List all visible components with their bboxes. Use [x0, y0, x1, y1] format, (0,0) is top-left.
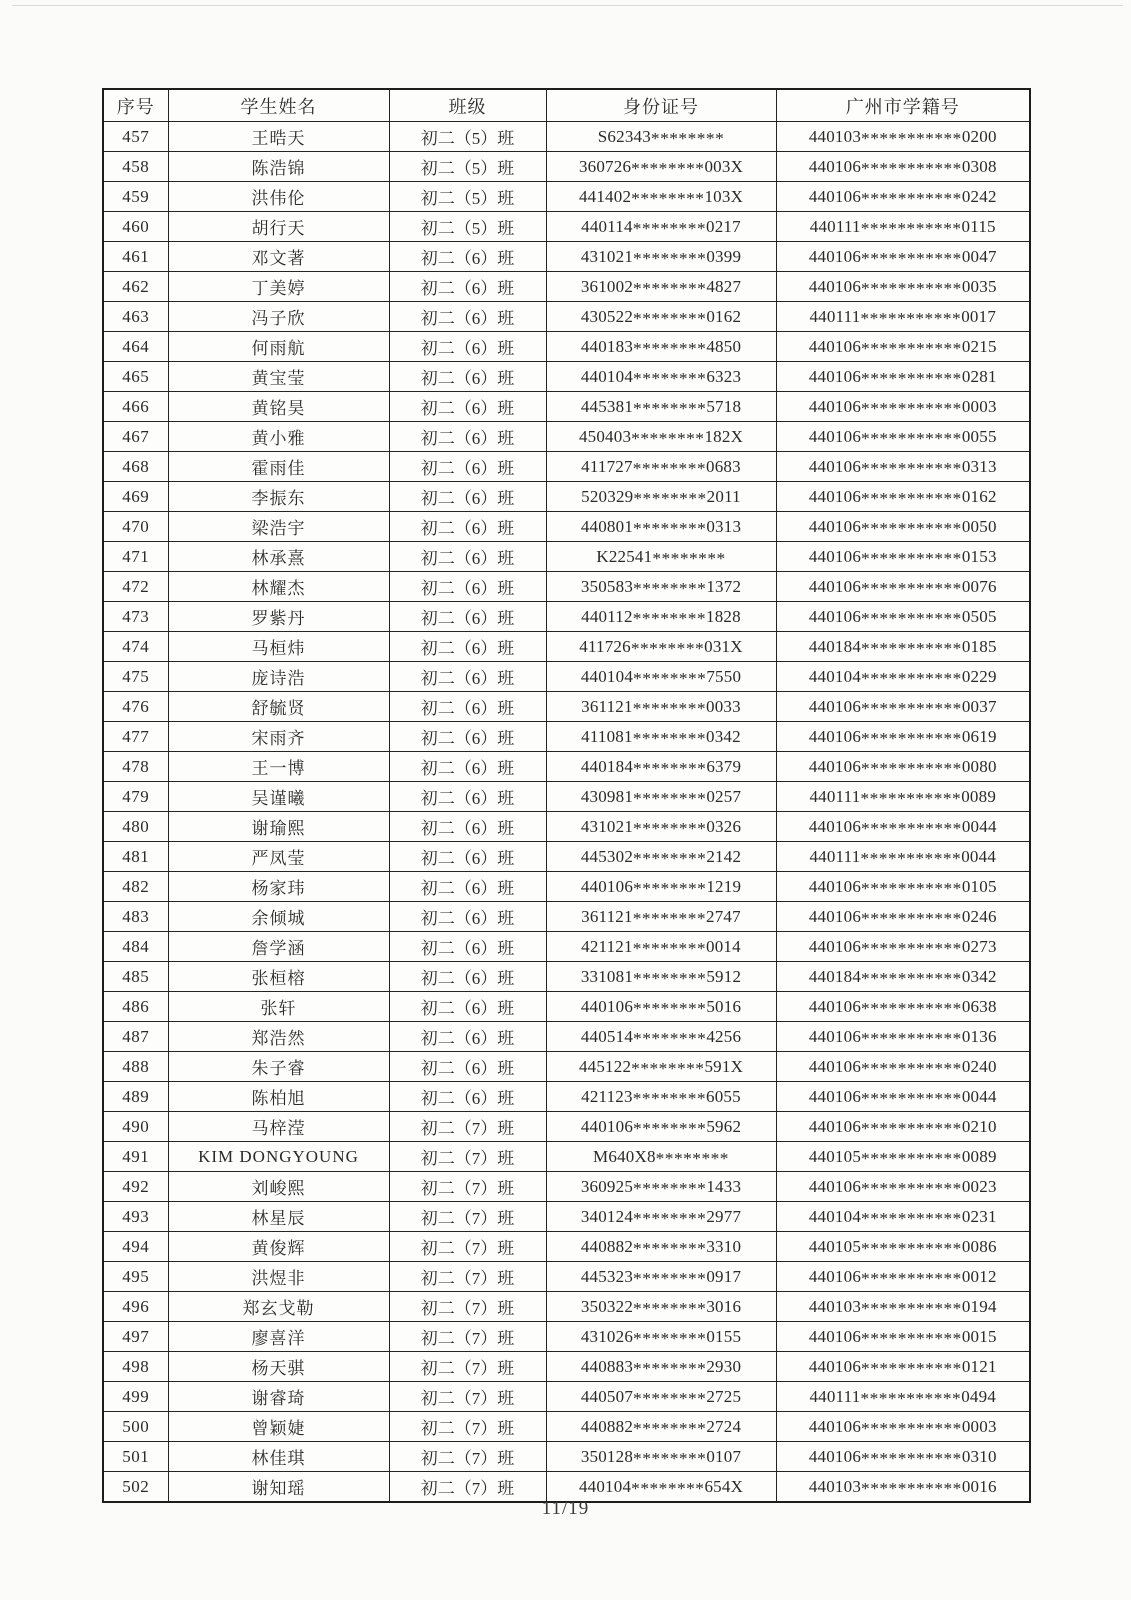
- table-row: [103, 962, 1030, 992]
- cell-student-name: 严凤莹: [168, 842, 389, 872]
- cell-student-number: 440106***********0240: [776, 1052, 1030, 1082]
- cell-student-name: 朱子睿: [168, 1052, 389, 1082]
- table-row: [103, 392, 1030, 422]
- cell-student-name: 林承熹: [168, 542, 389, 572]
- cell-student-number: 440106***********0023: [776, 1172, 1030, 1202]
- table-row: [103, 842, 1030, 872]
- cell-id-number: 350128********0107: [546, 1442, 776, 1472]
- cell-student-name: 胡行天: [168, 212, 389, 242]
- cell-student-number: 440184***********0185: [776, 632, 1030, 662]
- cell-id-number: 361121********0033: [546, 692, 776, 722]
- cell-student-name: 马梓滢: [168, 1112, 389, 1142]
- cell-id-number: 421121********0014: [546, 932, 776, 962]
- cell-class: 初二（5）班: [389, 182, 546, 212]
- cell-student-number: 440106***********0003: [776, 1412, 1030, 1442]
- cell-id-number: 431021********0399: [546, 242, 776, 272]
- student-roster-table: [102, 88, 1031, 1503]
- cell-class: 初二（6）班: [389, 242, 546, 272]
- cell-student-number: 440106***********0242: [776, 182, 1030, 212]
- cell-id-number: 520329********2011: [546, 482, 776, 512]
- table-row: [103, 482, 1030, 512]
- cell-class: 初二（6）班: [389, 902, 546, 932]
- cell-serial: 494: [103, 1232, 168, 1262]
- cell-id-number: 411081********0342: [546, 722, 776, 752]
- cell-id-number: 440112********1828: [546, 602, 776, 632]
- cell-class: 初二（7）班: [389, 1412, 546, 1442]
- cell-student-number: 440104***********0231: [776, 1202, 1030, 1232]
- cell-id-number: 430981********0257: [546, 782, 776, 812]
- cell-id-number: S62343********: [546, 122, 776, 152]
- header-row: [103, 89, 1030, 122]
- cell-student-number: 440106***********0273: [776, 932, 1030, 962]
- cell-serial: 492: [103, 1172, 168, 1202]
- cell-id-number: 350583********1372: [546, 572, 776, 602]
- cell-serial: 488: [103, 1052, 168, 1082]
- cell-serial: 478: [103, 752, 168, 782]
- cell-serial: 501: [103, 1442, 168, 1472]
- cell-student-name: 洪煜非: [168, 1262, 389, 1292]
- table-row: [103, 1352, 1030, 1382]
- cell-class: 初二（6）班: [389, 302, 546, 332]
- cell-class: 初二（6）班: [389, 932, 546, 962]
- table-row: [103, 1172, 1030, 1202]
- cell-id-number: 431021********0326: [546, 812, 776, 842]
- cell-serial: 466: [103, 392, 168, 422]
- cell-student-number: 440104***********0229: [776, 662, 1030, 692]
- cell-serial: 479: [103, 782, 168, 812]
- cell-id-number: 440106********5962: [546, 1112, 776, 1142]
- cell-class: 初二（5）班: [389, 122, 546, 152]
- table-row: [103, 872, 1030, 902]
- cell-class: 初二（6）班: [389, 632, 546, 662]
- table-row: [103, 812, 1030, 842]
- cell-serial: 487: [103, 1022, 168, 1052]
- cell-student-name: 王一博: [168, 752, 389, 782]
- cell-student-name: 刘峻熙: [168, 1172, 389, 1202]
- table-row: [103, 1232, 1030, 1262]
- table-row: [103, 932, 1030, 962]
- cell-student-name: 杨家玮: [168, 872, 389, 902]
- table-row: [103, 332, 1030, 362]
- cell-class: 初二（6）班: [389, 992, 546, 1022]
- cell-class: 初二（6）班: [389, 422, 546, 452]
- column-header-serial: 序号: [103, 89, 168, 122]
- cell-class: 初二（5）班: [389, 212, 546, 242]
- cell-student-name: 郑玄戈勒: [168, 1292, 389, 1322]
- cell-student-number: 440106***********0105: [776, 872, 1030, 902]
- cell-student-number: 440106***********0035: [776, 272, 1030, 302]
- cell-student-number: 440111***********0115: [776, 212, 1030, 242]
- cell-student-number: 440106***********0012: [776, 1262, 1030, 1292]
- cell-student-number: 440106***********0619: [776, 722, 1030, 752]
- cell-serial: 471: [103, 542, 168, 572]
- table-row: [103, 782, 1030, 812]
- cell-student-number: 440111***********0494: [776, 1382, 1030, 1412]
- table-row: [103, 542, 1030, 572]
- cell-student-name: 陈柏旭: [168, 1082, 389, 1112]
- cell-id-number: 445302********2142: [546, 842, 776, 872]
- table-row: [103, 572, 1030, 602]
- cell-id-number: 360726********003X: [546, 152, 776, 182]
- cell-class: 初二（6）班: [389, 662, 546, 692]
- cell-id-number: 350322********3016: [546, 1292, 776, 1322]
- table-row: [103, 632, 1030, 662]
- cell-id-number: 440801********0313: [546, 512, 776, 542]
- table-row: [103, 1052, 1030, 1082]
- cell-student-name: KIM DONGYOUNG: [168, 1142, 389, 1172]
- table-row: [103, 452, 1030, 482]
- cell-class: 初二（6）班: [389, 452, 546, 482]
- cell-serial: 457: [103, 122, 168, 152]
- cell-student-number: 440106***********0162: [776, 482, 1030, 512]
- cell-student-name: 郑浩然: [168, 1022, 389, 1052]
- cell-class: 初二（6）班: [389, 482, 546, 512]
- cell-id-number: M640X8********: [546, 1142, 776, 1172]
- cell-class: 初二（6）班: [389, 752, 546, 782]
- cell-id-number: 445323********0917: [546, 1262, 776, 1292]
- cell-id-number: 431026********0155: [546, 1322, 776, 1352]
- cell-student-number: 440106***********0246: [776, 902, 1030, 932]
- table-row: [103, 422, 1030, 452]
- cell-id-number: 440882********3310: [546, 1232, 776, 1262]
- cell-student-name: 黄铭昊: [168, 392, 389, 422]
- cell-student-number: 440105***********0086: [776, 1232, 1030, 1262]
- cell-serial: 459: [103, 182, 168, 212]
- cell-id-number: 440114********0217: [546, 212, 776, 242]
- cell-class: 初二（6）班: [389, 782, 546, 812]
- cell-class: 初二（6）班: [389, 722, 546, 752]
- cell-class: 初二（6）班: [389, 1022, 546, 1052]
- cell-student-name: 谢瑜熙: [168, 812, 389, 842]
- cell-student-name: 洪伟伦: [168, 182, 389, 212]
- cell-serial: 473: [103, 602, 168, 632]
- cell-serial: 461: [103, 242, 168, 272]
- cell-class: 初二（6）班: [389, 512, 546, 542]
- table-row: [103, 1412, 1030, 1442]
- cell-class: 初二（7）班: [389, 1442, 546, 1472]
- cell-id-number: 450403********182X: [546, 422, 776, 452]
- cell-id-number: 440104********654X: [546, 1472, 776, 1503]
- scan-edge-line: [12, 5, 1123, 6]
- cell-student-name: 谢睿琦: [168, 1382, 389, 1412]
- column-header-student-number: 广州市学籍号: [776, 89, 1030, 122]
- cell-student-number: 440106***********0076: [776, 572, 1030, 602]
- cell-student-number: 440106***********0215: [776, 332, 1030, 362]
- cell-serial: 468: [103, 452, 168, 482]
- column-header-class: 班级: [389, 89, 546, 122]
- cell-serial: 485: [103, 962, 168, 992]
- cell-class: 初二（6）班: [389, 542, 546, 572]
- cell-serial: 469: [103, 482, 168, 512]
- cell-serial: 484: [103, 932, 168, 962]
- cell-id-number: 421123********6055: [546, 1082, 776, 1112]
- cell-id-number: 440106********5016: [546, 992, 776, 1022]
- cell-student-name: 张桓榕: [168, 962, 389, 992]
- cell-student-number: 440106***********0047: [776, 242, 1030, 272]
- cell-id-number: 440514********4256: [546, 1022, 776, 1052]
- cell-student-name: 廖喜洋: [168, 1322, 389, 1352]
- cell-student-number: 440106***********0121: [776, 1352, 1030, 1382]
- cell-serial: 500: [103, 1412, 168, 1442]
- cell-id-number: 340124********2977: [546, 1202, 776, 1232]
- cell-student-name: 张轩: [168, 992, 389, 1022]
- cell-student-name: 马桓炜: [168, 632, 389, 662]
- cell-student-number: 440106***********0281: [776, 362, 1030, 392]
- cell-student-name: 李振东: [168, 482, 389, 512]
- cell-class: 初二（7）班: [389, 1262, 546, 1292]
- cell-serial: 464: [103, 332, 168, 362]
- cell-student-name: 宋雨齐: [168, 722, 389, 752]
- table-row: [103, 1082, 1030, 1112]
- table-row: [103, 902, 1030, 932]
- cell-serial: 491: [103, 1142, 168, 1172]
- table-row: [103, 992, 1030, 1022]
- cell-student-number: 440106***********0210: [776, 1112, 1030, 1142]
- cell-id-number: 445381********5718: [546, 392, 776, 422]
- cell-serial: 502: [103, 1472, 168, 1503]
- cell-id-number: 440883********2930: [546, 1352, 776, 1382]
- cell-class: 初二（6）班: [389, 1082, 546, 1112]
- cell-class: 初二（6）班: [389, 842, 546, 872]
- cell-class: 初二（6）班: [389, 812, 546, 842]
- cell-serial: 460: [103, 212, 168, 242]
- cell-serial: 481: [103, 842, 168, 872]
- cell-id-number: 411727********0683: [546, 452, 776, 482]
- cell-serial: 489: [103, 1082, 168, 1112]
- cell-class: 初二（6）班: [389, 392, 546, 422]
- table-row: [103, 752, 1030, 782]
- cell-id-number: 445122********591X: [546, 1052, 776, 1082]
- cell-serial: 472: [103, 572, 168, 602]
- cell-student-name: 何雨航: [168, 332, 389, 362]
- cell-student-number: 440106***********0037: [776, 692, 1030, 722]
- cell-student-number: 440106***********0003: [776, 392, 1030, 422]
- table-row: [103, 1142, 1030, 1172]
- cell-serial: 475: [103, 662, 168, 692]
- cell-serial: 463: [103, 302, 168, 332]
- table-row: [103, 1022, 1030, 1052]
- cell-student-name: 林耀杰: [168, 572, 389, 602]
- cell-class: 初二（7）班: [389, 1232, 546, 1262]
- cell-student-name: 梁浩宇: [168, 512, 389, 542]
- cell-student-name: 詹学涵: [168, 932, 389, 962]
- table-header: [103, 89, 1030, 122]
- cell-serial: 486: [103, 992, 168, 1022]
- cell-student-number: 440106***********0308: [776, 152, 1030, 182]
- cell-class: 初二（6）班: [389, 1052, 546, 1082]
- cell-serial: 477: [103, 722, 168, 752]
- cell-class: 初二（7）班: [389, 1292, 546, 1322]
- cell-id-number: 441402********103X: [546, 182, 776, 212]
- table-row: [103, 512, 1030, 542]
- cell-student-name: 庞诗浩: [168, 662, 389, 692]
- cell-student-number: 440106***********0310: [776, 1442, 1030, 1472]
- table-row: [103, 212, 1030, 242]
- cell-student-number: 440106***********0080: [776, 752, 1030, 782]
- cell-class: 初二（6）班: [389, 572, 546, 602]
- cell-id-number: 440882********2724: [546, 1412, 776, 1442]
- table-row: [103, 1112, 1030, 1142]
- cell-id-number: 360925********1433: [546, 1172, 776, 1202]
- cell-student-name: 杨天骐: [168, 1352, 389, 1382]
- cell-id-number: 361002********4827: [546, 272, 776, 302]
- cell-student-name: 谢知瑶: [168, 1472, 389, 1503]
- page-number: 11/19: [541, 1498, 590, 1519]
- cell-student-name: 霍雨佳: [168, 452, 389, 482]
- table-row: [103, 1202, 1030, 1232]
- cell-student-number: 440106***********0505: [776, 602, 1030, 632]
- cell-id-number: 440507********2725: [546, 1382, 776, 1412]
- cell-class: 初二（5）班: [389, 152, 546, 182]
- cell-class: 初二（6）班: [389, 602, 546, 632]
- table-body: [103, 122, 1030, 1503]
- table-row: [103, 152, 1030, 182]
- cell-serial: 499: [103, 1382, 168, 1412]
- cell-student-name: 林星辰: [168, 1202, 389, 1232]
- cell-class: 初二（7）班: [389, 1202, 546, 1232]
- cell-student-name: 丁美婷: [168, 272, 389, 302]
- cell-class: 初二（7）班: [389, 1322, 546, 1352]
- cell-serial: 480: [103, 812, 168, 842]
- table-row: [103, 662, 1030, 692]
- table-row: [103, 722, 1030, 752]
- cell-class: 初二（6）班: [389, 272, 546, 302]
- cell-class: 初二（6）班: [389, 362, 546, 392]
- cell-student-number: 440106***********0638: [776, 992, 1030, 1022]
- cell-id-number: K22541********: [546, 542, 776, 572]
- table-row: [103, 602, 1030, 632]
- cell-student-number: 440184***********0342: [776, 962, 1030, 992]
- cell-serial: 483: [103, 902, 168, 932]
- cell-serial: 467: [103, 422, 168, 452]
- cell-id-number: 440106********1219: [546, 872, 776, 902]
- cell-serial: 474: [103, 632, 168, 662]
- cell-class: 初二（7）班: [389, 1352, 546, 1382]
- cell-student-number: 440111***********0089: [776, 782, 1030, 812]
- cell-student-name: 罗紫丹: [168, 602, 389, 632]
- cell-class: 初二（7）班: [389, 1472, 546, 1503]
- cell-student-number: 440111***********0017: [776, 302, 1030, 332]
- cell-serial: 476: [103, 692, 168, 722]
- cell-student-number: 440105***********0089: [776, 1142, 1030, 1172]
- cell-class: 初二（6）班: [389, 332, 546, 362]
- cell-student-name: 邓文著: [168, 242, 389, 272]
- cell-student-number: 440103***********0194: [776, 1292, 1030, 1322]
- cell-serial: 465: [103, 362, 168, 392]
- cell-serial: 470: [103, 512, 168, 542]
- cell-student-number: 440106***********0044: [776, 812, 1030, 842]
- cell-class: 初二（6）班: [389, 872, 546, 902]
- cell-id-number: 440104********7550: [546, 662, 776, 692]
- cell-serial: 497: [103, 1322, 168, 1352]
- cell-student-name: 林佳琪: [168, 1442, 389, 1472]
- cell-student-number: 440106***********0015: [776, 1322, 1030, 1352]
- cell-class: 初二（7）班: [389, 1172, 546, 1202]
- cell-class: 初二（7）班: [389, 1382, 546, 1412]
- cell-student-name: 黄俊辉: [168, 1232, 389, 1262]
- cell-id-number: 411726********031X: [546, 632, 776, 662]
- cell-student-name: 陈浩锦: [168, 152, 389, 182]
- cell-student-number: 440111***********0044: [776, 842, 1030, 872]
- table-row: [103, 1292, 1030, 1322]
- column-header-name: 学生姓名: [168, 89, 389, 122]
- cell-serial: 490: [103, 1112, 168, 1142]
- cell-student-number: 440106***********0153: [776, 542, 1030, 572]
- table-row: [103, 692, 1030, 722]
- cell-student-name: 余倾城: [168, 902, 389, 932]
- cell-id-number: 440104********6323: [546, 362, 776, 392]
- cell-student-name: 吴谨曦: [168, 782, 389, 812]
- cell-class: 初二（6）班: [389, 692, 546, 722]
- cell-student-number: 440106***********0136: [776, 1022, 1030, 1052]
- cell-serial: 462: [103, 272, 168, 302]
- column-header-id-number: 身份证号: [546, 89, 776, 122]
- cell-student-name: 黄小雅: [168, 422, 389, 452]
- cell-serial: 458: [103, 152, 168, 182]
- cell-class: 初二（7）班: [389, 1142, 546, 1172]
- cell-student-number: 440103***********0200: [776, 122, 1030, 152]
- table-row: [103, 1322, 1030, 1352]
- cell-student-number: 440106***********0055: [776, 422, 1030, 452]
- cell-serial: 495: [103, 1262, 168, 1292]
- cell-serial: 496: [103, 1292, 168, 1322]
- cell-student-number: 440106***********0044: [776, 1082, 1030, 1112]
- cell-serial: 498: [103, 1352, 168, 1382]
- table-row: [103, 272, 1030, 302]
- cell-class: 初二（7）班: [389, 1112, 546, 1142]
- table-row: [103, 1382, 1030, 1412]
- cell-id-number: 331081********5912: [546, 962, 776, 992]
- cell-class: 初二（6）班: [389, 962, 546, 992]
- cell-id-number: 440184********6379: [546, 752, 776, 782]
- table-row: [103, 1262, 1030, 1292]
- cell-student-name: 王晧天: [168, 122, 389, 152]
- cell-student-number: 440103***********0016: [776, 1472, 1030, 1503]
- cell-student-name: 冯子欣: [168, 302, 389, 332]
- cell-id-number: 430522********0162: [546, 302, 776, 332]
- table-row: [103, 122, 1030, 152]
- table-row: [103, 182, 1030, 212]
- table-row: [103, 242, 1030, 272]
- cell-student-number: 440106***********0050: [776, 512, 1030, 542]
- cell-id-number: 361121********2747: [546, 902, 776, 932]
- cell-serial: 482: [103, 872, 168, 902]
- cell-student-name: 舒毓贤: [168, 692, 389, 722]
- cell-student-number: 440106***********0313: [776, 452, 1030, 482]
- cell-student-name: 曾颖婕: [168, 1412, 389, 1442]
- table-row: [103, 1442, 1030, 1472]
- table-row: [103, 302, 1030, 332]
- table-row: [103, 362, 1030, 392]
- cell-serial: 493: [103, 1202, 168, 1232]
- cell-id-number: 440183********4850: [546, 332, 776, 362]
- cell-student-name: 黄宝莹: [168, 362, 389, 392]
